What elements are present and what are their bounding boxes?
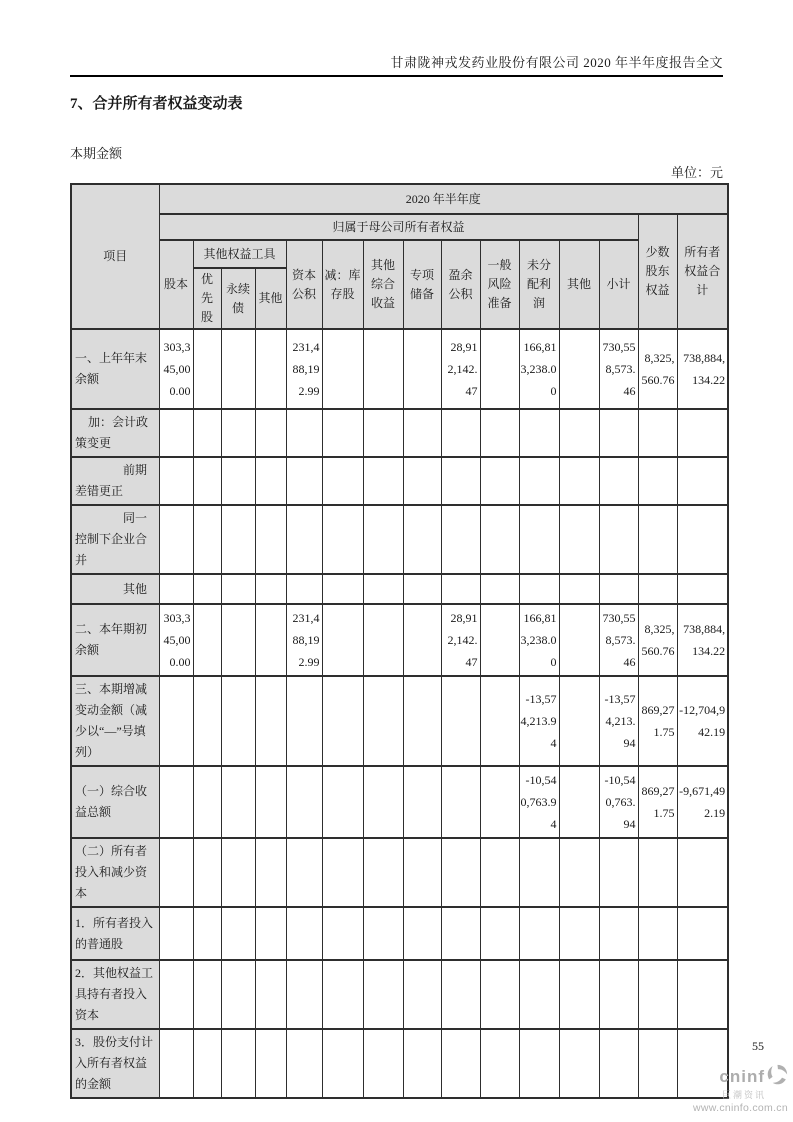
value-cell xyxy=(519,457,559,505)
value-cell xyxy=(519,409,559,457)
value-cell xyxy=(322,409,363,457)
value-cell xyxy=(255,505,286,574)
value-cell: 231,488,192.99 xyxy=(286,604,322,676)
value-cell xyxy=(159,838,193,907)
col-header-special-reserve: 专项储备 xyxy=(403,240,441,329)
value-cell xyxy=(322,329,363,409)
equity-change-table xyxy=(70,183,729,1099)
period-subtitle: 本期金额 xyxy=(70,146,123,161)
row-label: 一、上年年末余额 xyxy=(71,329,159,409)
value-cell: -10,540,763.94 xyxy=(599,766,638,838)
value-cell xyxy=(159,676,193,766)
value-cell: 303,345,000.00 xyxy=(159,604,193,676)
value-cell: 231,488,192.99 xyxy=(286,329,322,409)
value-cell xyxy=(159,574,193,604)
value-cell xyxy=(255,604,286,676)
value-cell xyxy=(519,838,559,907)
value-cell xyxy=(221,329,255,409)
value-cell xyxy=(599,1029,638,1098)
col-header-undistributed-profit: 未分配利润 xyxy=(519,240,559,329)
value-cell xyxy=(403,505,441,574)
value-cell xyxy=(159,907,193,960)
value-cell xyxy=(403,409,441,457)
value-cell xyxy=(559,505,599,574)
value-cell xyxy=(403,457,441,505)
table-row xyxy=(71,676,728,766)
col-header-surplus-reserve: 盈余公积 xyxy=(441,240,480,329)
value-cell xyxy=(638,457,677,505)
value-cell xyxy=(480,604,519,676)
value-cell xyxy=(286,907,322,960)
value-cell xyxy=(322,505,363,574)
value-cell xyxy=(363,505,403,574)
value-cell xyxy=(441,574,480,604)
cninfo-chinese-name: 巨潮资讯 xyxy=(721,1090,766,1100)
value-cell xyxy=(286,960,322,1029)
value-cell: 8,325,560.76 xyxy=(638,604,677,676)
value-cell xyxy=(677,505,728,574)
table-head xyxy=(71,184,728,329)
value-cell: 303,345,000.00 xyxy=(159,329,193,409)
value-cell xyxy=(403,960,441,1029)
value-cell xyxy=(363,766,403,838)
value-cell xyxy=(221,457,255,505)
value-cell xyxy=(193,574,221,604)
value-cell xyxy=(255,574,286,604)
table-row xyxy=(71,1029,728,1098)
col-header-subtotal: 小计 xyxy=(599,240,638,329)
header-divider xyxy=(70,75,723,77)
value-cell xyxy=(559,574,599,604)
value-cell xyxy=(193,907,221,960)
value-cell xyxy=(255,676,286,766)
value-cell xyxy=(193,766,221,838)
value-cell xyxy=(363,457,403,505)
value-cell: 869,271.75 xyxy=(638,766,677,838)
value-cell xyxy=(480,574,519,604)
value-cell xyxy=(193,457,221,505)
value-cell xyxy=(286,574,322,604)
row-label: 2．其他权益工具持有者投入资本 xyxy=(71,960,159,1029)
value-cell xyxy=(559,907,599,960)
value-cell xyxy=(638,409,677,457)
value-cell xyxy=(255,409,286,457)
value-cell xyxy=(677,838,728,907)
value-cell xyxy=(403,329,441,409)
col-header-other-comprehensive-income: 其他综合收益 xyxy=(363,240,403,329)
value-cell xyxy=(480,676,519,766)
value-cell xyxy=(599,907,638,960)
col-header-other: 其他 xyxy=(559,240,599,329)
value-cell xyxy=(159,457,193,505)
value-cell xyxy=(559,960,599,1029)
unit-note: 单位：元 xyxy=(670,165,723,180)
value-cell xyxy=(480,907,519,960)
cninfo-brand-text: cninf xyxy=(719,1067,765,1086)
value-cell xyxy=(322,766,363,838)
value-cell xyxy=(193,1029,221,1098)
value-cell xyxy=(677,574,728,604)
table-row xyxy=(71,960,728,1029)
value-cell xyxy=(286,457,322,505)
value-cell xyxy=(363,574,403,604)
value-cell xyxy=(363,838,403,907)
value-cell xyxy=(599,505,638,574)
value-cell xyxy=(403,676,441,766)
value-cell xyxy=(599,457,638,505)
col-header-total-equity: 所有者权益合计 xyxy=(677,214,728,329)
row-label: 1．所有者投入的普通股 xyxy=(71,907,159,960)
value-cell xyxy=(159,505,193,574)
col-header-period: 2020 年半年度 xyxy=(159,184,728,214)
value-cell: 166,813,238.00 xyxy=(519,604,559,676)
row-label: 加：会计政策变更 xyxy=(71,409,159,457)
col-header-general-risk-reserve: 一般风险准备 xyxy=(480,240,519,329)
col-header-perpetual-bond: 永续债 xyxy=(221,268,255,329)
row-label: （一）综合收益总额 xyxy=(71,766,159,838)
row-label: 3．股份支付计入所有者权益的金额 xyxy=(71,1029,159,1098)
document-header-text: 甘肃陇神戎发药业股份有限公司 2020 年半年度报告全文 xyxy=(390,55,723,70)
value-cell xyxy=(480,766,519,838)
value-cell xyxy=(519,1029,559,1098)
value-cell xyxy=(363,907,403,960)
col-header-less-treasury-stock: 减：库存股 xyxy=(322,240,363,329)
col-header-attributable-group: 归属于母公司所有者权益 xyxy=(159,214,638,240)
value-cell xyxy=(441,505,480,574)
value-cell xyxy=(286,676,322,766)
cninfo-website: www.cninfo.com.cn xyxy=(693,1102,788,1114)
value-cell xyxy=(441,960,480,1029)
row-label: 同一控制下企业合并 xyxy=(71,505,159,574)
value-cell xyxy=(559,676,599,766)
value-cell xyxy=(519,505,559,574)
value-cell: 8,325,560.76 xyxy=(638,329,677,409)
value-cell: 738,884,134.22 xyxy=(677,329,728,409)
value-cell xyxy=(480,838,519,907)
table-row xyxy=(71,907,728,960)
value-cell xyxy=(322,574,363,604)
value-cell xyxy=(193,409,221,457)
value-cell xyxy=(255,457,286,505)
value-cell xyxy=(559,838,599,907)
value-cell xyxy=(480,505,519,574)
row-label: （二）所有者投入和减少资本 xyxy=(71,838,159,907)
value-cell: -9,671,492.19 xyxy=(677,766,728,838)
col-header-item: 项目 xyxy=(71,184,159,329)
value-cell xyxy=(159,409,193,457)
value-cell xyxy=(159,766,193,838)
table-body xyxy=(71,329,728,1098)
table-row xyxy=(71,505,728,574)
value-cell xyxy=(221,604,255,676)
value-cell xyxy=(221,409,255,457)
table-row xyxy=(71,604,728,676)
value-cell: -10,540,763.94 xyxy=(519,766,559,838)
value-cell xyxy=(403,766,441,838)
value-cell xyxy=(159,1029,193,1098)
value-cell xyxy=(441,1029,480,1098)
value-cell xyxy=(322,457,363,505)
value-cell xyxy=(677,409,728,457)
value-cell xyxy=(441,766,480,838)
value-cell xyxy=(638,907,677,960)
value-cell xyxy=(255,838,286,907)
value-cell xyxy=(480,457,519,505)
value-cell xyxy=(638,505,677,574)
value-cell xyxy=(403,574,441,604)
row-label: 其他 xyxy=(71,574,159,604)
value-cell xyxy=(441,676,480,766)
value-cell: 166,813,238.00 xyxy=(519,329,559,409)
value-cell xyxy=(519,960,559,1029)
table-row xyxy=(71,457,728,505)
value-cell xyxy=(559,409,599,457)
value-cell: -13,574,213.94 xyxy=(519,676,559,766)
table-row xyxy=(71,329,728,409)
col-header-share-capital: 股本 xyxy=(159,240,193,329)
value-cell xyxy=(363,604,403,676)
value-cell xyxy=(286,505,322,574)
value-cell xyxy=(441,838,480,907)
value-cell xyxy=(599,838,638,907)
row-label: 二、本年期初余额 xyxy=(71,604,159,676)
page-number: 55 xyxy=(752,1039,764,1053)
value-cell xyxy=(480,409,519,457)
value-cell xyxy=(441,457,480,505)
value-cell xyxy=(322,1029,363,1098)
value-cell: -13,574,213.94 xyxy=(599,676,638,766)
col-header-preferred-stock: 优先股 xyxy=(193,268,221,329)
value-cell xyxy=(403,838,441,907)
value-cell xyxy=(480,329,519,409)
value-cell: 869,271.75 xyxy=(638,676,677,766)
value-cell xyxy=(441,907,480,960)
value-cell xyxy=(193,676,221,766)
value-cell xyxy=(286,409,322,457)
value-cell xyxy=(638,960,677,1029)
value-cell xyxy=(221,676,255,766)
value-cell xyxy=(638,838,677,907)
value-cell xyxy=(221,907,255,960)
value-cell xyxy=(638,1029,677,1098)
value-cell xyxy=(559,766,599,838)
table-row xyxy=(71,766,728,838)
value-cell: 730,558,573.46 xyxy=(599,329,638,409)
value-cell xyxy=(363,1029,403,1098)
value-cell xyxy=(221,766,255,838)
value-cell xyxy=(403,604,441,676)
value-cell xyxy=(255,907,286,960)
value-cell xyxy=(480,1029,519,1098)
row-label: 前期差错更正 xyxy=(71,457,159,505)
value-cell: 738,884,134.22 xyxy=(677,604,728,676)
value-cell xyxy=(193,960,221,1029)
value-cell xyxy=(363,329,403,409)
value-cell xyxy=(403,907,441,960)
value-cell xyxy=(221,505,255,574)
value-cell xyxy=(322,907,363,960)
value-cell: -12,704,942.19 xyxy=(677,676,728,766)
value-cell xyxy=(193,604,221,676)
section-title: 7、合并所有者权益变动表 xyxy=(70,96,243,112)
value-cell xyxy=(193,838,221,907)
value-cell xyxy=(193,505,221,574)
value-cell xyxy=(677,907,728,960)
value-cell xyxy=(363,409,403,457)
value-cell xyxy=(403,1029,441,1098)
value-cell xyxy=(221,574,255,604)
value-cell xyxy=(599,409,638,457)
col-header-other-instrument: 其他 xyxy=(255,268,286,329)
value-cell xyxy=(519,574,559,604)
row-label: 三、本期增减变动金额（减少以“—”号填列） xyxy=(71,676,159,766)
value-cell xyxy=(255,960,286,1029)
value-cell xyxy=(286,838,322,907)
value-cell xyxy=(286,1029,322,1098)
value-cell xyxy=(638,574,677,604)
value-cell xyxy=(322,676,363,766)
value-cell xyxy=(559,604,599,676)
value-cell xyxy=(559,457,599,505)
value-cell xyxy=(159,960,193,1029)
value-cell xyxy=(286,766,322,838)
value-cell xyxy=(363,676,403,766)
value-cell xyxy=(255,1029,286,1098)
value-cell: 28,912,142.47 xyxy=(441,329,480,409)
value-cell xyxy=(441,409,480,457)
value-cell xyxy=(221,960,255,1029)
value-cell xyxy=(519,907,559,960)
col-header-other-equity-instruments: 其他权益工具 xyxy=(193,240,286,268)
value-cell xyxy=(221,838,255,907)
col-header-capital-reserve: 资本公积 xyxy=(286,240,322,329)
value-cell xyxy=(322,838,363,907)
value-cell xyxy=(255,329,286,409)
table-row xyxy=(71,838,728,907)
cninfo-logo xyxy=(693,1064,788,1114)
value-cell: 730,558,573.46 xyxy=(599,604,638,676)
col-header-minority-equity: 少数股东权益 xyxy=(638,214,677,329)
value-cell: 28,912,142.47 xyxy=(441,604,480,676)
value-cell xyxy=(193,329,221,409)
value-cell xyxy=(255,766,286,838)
value-cell xyxy=(559,329,599,409)
table-row xyxy=(71,574,728,604)
table-row xyxy=(71,409,728,457)
value-cell xyxy=(322,960,363,1029)
value-cell xyxy=(559,1029,599,1098)
value-cell xyxy=(599,574,638,604)
value-cell xyxy=(322,604,363,676)
value-cell xyxy=(599,960,638,1029)
pinwheel-icon xyxy=(767,1064,788,1090)
value-cell xyxy=(363,960,403,1029)
value-cell xyxy=(677,457,728,505)
value-cell xyxy=(677,960,728,1029)
value-cell xyxy=(480,960,519,1029)
value-cell xyxy=(221,1029,255,1098)
